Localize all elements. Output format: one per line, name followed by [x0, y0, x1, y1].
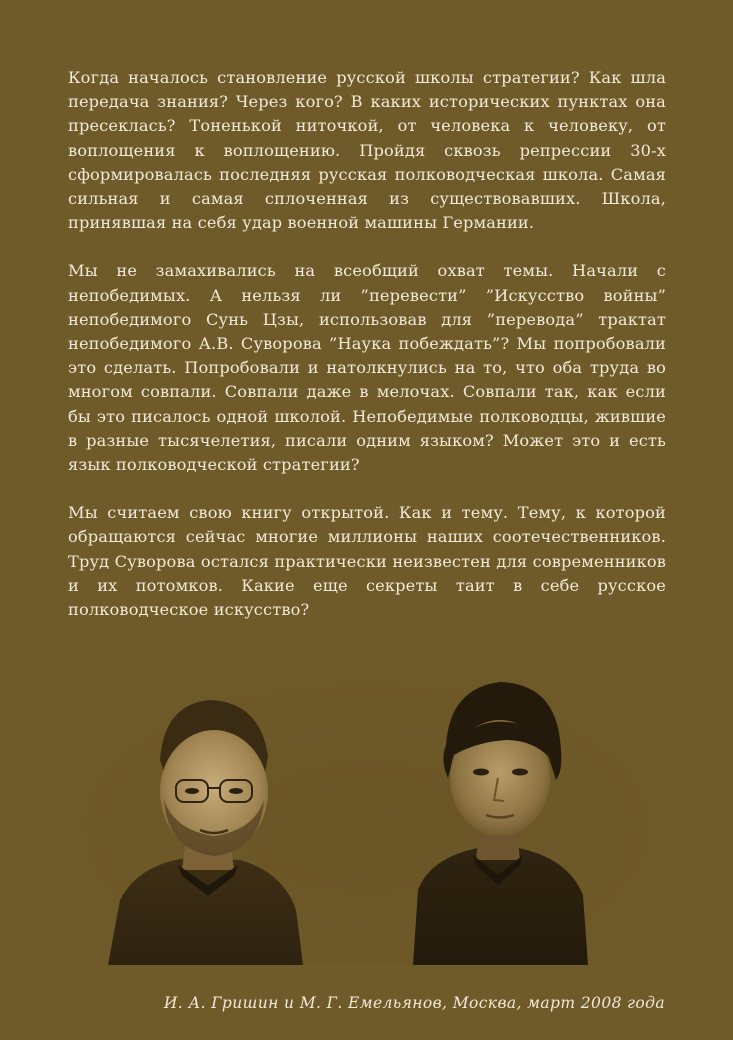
authors-photo [68, 660, 666, 965]
paragraph-1: Когда началось становление русской школы стратегии? Как шла передача знания? Через кого? В каких исторических пунктах она пресеклась? Тоненькой ниточкой, от человека к человеку, от воплощения к воплощению. Пройдя сквозь репрессии 30-х сформировалась последняя русская полководческая школа. Самая сильная и самая сплоченная из существовавших. Школа, принявшая на себя удар военной машины Германии. [68, 68, 666, 233]
authors-photo-image [68, 660, 666, 965]
paragraph-3: Мы считаем свою книгу открытой. Как и тему. Тему, к которой обращаются сейчас многие миллионы наших соотечественников. Труд Суворова остался практически неизвестен для современников и их потомков. Какие еще секреты таит в себе русское полководческое искусство? [68, 503, 666, 620]
body-text [68, 66, 666, 646]
paragraph-2: Мы не замахивались на всеобщий охват темы. Начали с непобедимых. А нельзя ли ”перевести” ”Искусство войны” непобедимого Сунь Цзы, использовав для ”перевода” трактат непобедимого А.В. Суворова ”Наука побеждать”? Мы попробовали это сделать. Попробовали и натолкнулись на то, что оба труда во многом совпали. Совпали даже в мелочах. Совпали так, как если бы это писалось одной школой. Непобедимые полководцы, жившие в разные тысячелетия, писали одним языком? Может это и есть язык полководческой стратегии? [68, 261, 666, 475]
photo-caption: И. А. Гришин и М. Г. Емельянов, Москва, март 2008 года [163, 994, 665, 1012]
